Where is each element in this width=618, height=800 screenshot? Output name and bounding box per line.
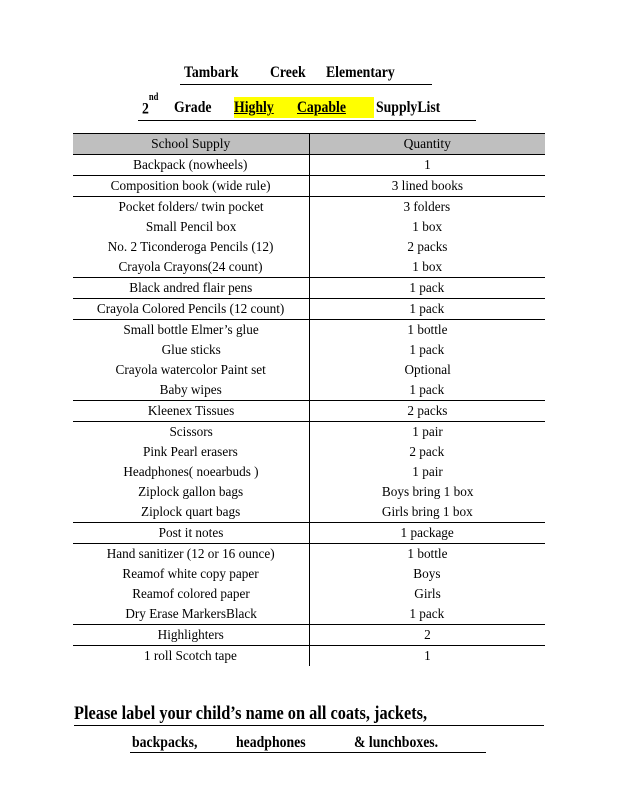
quantity-text: 2 packs bbox=[407, 239, 448, 254]
supply-item-text: Kleenex Tissues bbox=[147, 403, 234, 418]
supply-item-text: Scissors bbox=[169, 424, 213, 439]
school-title-word-1: Tambark bbox=[184, 64, 239, 81]
school-title-word-3: Elementary bbox=[326, 64, 395, 81]
quantity-cell bbox=[309, 482, 545, 502]
supply-item-text: Pink Pearl erasers bbox=[143, 444, 239, 459]
table-row bbox=[73, 625, 545, 646]
table-row bbox=[73, 564, 545, 584]
quantity-text: 1 box bbox=[412, 259, 443, 274]
supply-item-text: Crayola Crayons(24 count) bbox=[118, 259, 263, 274]
supply-item-text: Post it notes bbox=[158, 525, 224, 540]
quantity-cell bbox=[309, 523, 545, 544]
table-row bbox=[73, 320, 545, 341]
quantity-cell bbox=[309, 320, 545, 341]
quantity-cell bbox=[309, 176, 545, 197]
quantity-cell bbox=[309, 646, 545, 667]
supply-item-text: Headphones( noearbuds ) bbox=[123, 464, 259, 479]
quantity-cell bbox=[309, 257, 545, 278]
table-row bbox=[73, 360, 545, 380]
label-notice-word-backpacks: backpacks, bbox=[132, 734, 198, 751]
supply-item-text: Pocket folders/ twin pocket bbox=[118, 199, 264, 214]
table-row bbox=[73, 340, 545, 360]
table-row bbox=[73, 257, 545, 278]
table-header-row bbox=[73, 134, 545, 155]
quantity-text: 1 bottle bbox=[407, 322, 448, 337]
quantity-cell bbox=[309, 197, 545, 218]
quantity-cell bbox=[309, 442, 545, 462]
grade-word: Grade bbox=[174, 99, 212, 116]
quantity-text: 2 pack bbox=[409, 444, 445, 459]
supply-item-text: Crayola watercolor Paint set bbox=[115, 362, 266, 377]
label-notice-text-1: Please label your child’s name on all coats, jackets, bbox=[74, 703, 428, 724]
quantity-text: Optional bbox=[404, 362, 451, 377]
school-title bbox=[180, 62, 432, 85]
quantity-cell bbox=[309, 217, 545, 237]
table-row bbox=[73, 237, 545, 257]
supply-item-cell bbox=[73, 523, 309, 544]
quantity-text: 1 pack bbox=[409, 301, 445, 316]
table-row bbox=[73, 401, 545, 422]
supply-item-text: Small bottle Elmer’s glue bbox=[123, 322, 259, 337]
supply-item-cell bbox=[73, 604, 309, 625]
supply-item-cell bbox=[73, 625, 309, 646]
quantity-text: 1 pack bbox=[409, 280, 445, 295]
supply-list-subtitle bbox=[138, 92, 476, 121]
supply-item-cell bbox=[73, 176, 309, 197]
supply-item-cell bbox=[73, 155, 309, 176]
supply-item-cell bbox=[73, 564, 309, 584]
table-row bbox=[73, 523, 545, 544]
supply-item-text: Glue sticks bbox=[161, 342, 221, 357]
quantity-text: 1 package bbox=[400, 525, 454, 540]
table-row bbox=[73, 155, 545, 176]
supply-item-text: Ziplock gallon bags bbox=[138, 484, 244, 499]
quantity-cell bbox=[309, 502, 545, 523]
supply-item-text: Dry Erase MarkersBlack bbox=[124, 606, 257, 621]
quantity-text: Girls bring 1 box bbox=[381, 504, 473, 519]
supply-item-text: Highlighters bbox=[157, 627, 224, 642]
column-header-supply: School Supply bbox=[73, 134, 309, 155]
quantity-cell bbox=[309, 564, 545, 584]
supply-item-text: Hand sanitizer (12 or 16 ounce) bbox=[106, 546, 275, 561]
table-row bbox=[73, 584, 545, 604]
table-row bbox=[73, 278, 545, 299]
quantity-cell bbox=[309, 401, 545, 422]
supply-item-text: Reamof white copy paper bbox=[122, 566, 259, 581]
supply-item-cell bbox=[73, 197, 309, 218]
supply-item-cell bbox=[73, 320, 309, 341]
supply-item-text: Ziplock quart bags bbox=[141, 504, 241, 519]
quantity-text: 1 pack bbox=[409, 342, 445, 357]
supply-item-cell bbox=[73, 340, 309, 360]
supply-item-cell bbox=[73, 584, 309, 604]
label-notice-word-headphones: headphones bbox=[236, 734, 306, 751]
table-row bbox=[73, 442, 545, 462]
grade-suffix: nd bbox=[148, 92, 159, 103]
supply-item-text: Composition book (wide rule) bbox=[110, 178, 271, 193]
quantity-text: 1 bottle bbox=[407, 546, 448, 561]
quantity-text: 1 pair bbox=[411, 424, 443, 439]
table-row bbox=[73, 646, 545, 667]
highlight-word-1: Highly bbox=[234, 99, 274, 116]
table-row bbox=[73, 176, 545, 197]
column-header-quantity: Quantity bbox=[309, 134, 545, 155]
supply-item-cell bbox=[73, 360, 309, 380]
supply-item-text: Reamof colored paper bbox=[131, 586, 250, 601]
quantity-text: 3 folders bbox=[403, 199, 451, 214]
supply-item-cell bbox=[73, 462, 309, 482]
supply-item-cell bbox=[73, 257, 309, 278]
table-row bbox=[73, 197, 545, 218]
supply-item-text: 1 roll Scotch tape bbox=[144, 648, 238, 663]
supply-item-text: Crayola Colored Pencils (12 count) bbox=[97, 301, 285, 316]
quantity-cell bbox=[309, 360, 545, 380]
supply-item-cell bbox=[73, 422, 309, 443]
supply-item-text: No. 2 Ticonderoga Pencils (12) bbox=[107, 239, 274, 254]
table-body bbox=[73, 155, 545, 667]
quantity-cell bbox=[309, 278, 545, 299]
supply-item-cell bbox=[73, 502, 309, 523]
supply-item-cell bbox=[73, 237, 309, 257]
supply-item-text: Black andred flair pens bbox=[129, 280, 253, 295]
quantity-cell bbox=[309, 422, 545, 443]
supply-table bbox=[73, 133, 545, 666]
grade-label bbox=[142, 92, 159, 118]
quantity-cell bbox=[309, 237, 545, 257]
supply-item-text: Backpack (nowheels) bbox=[133, 157, 248, 172]
quantity-cell bbox=[309, 462, 545, 482]
supply-item-text: Small Pencil box bbox=[145, 219, 236, 234]
supply-item-cell bbox=[73, 217, 309, 237]
label-notice-word-lunchboxes: & lunchboxes. bbox=[354, 734, 439, 751]
supply-item-cell bbox=[73, 401, 309, 422]
quantity-text: Boys bbox=[413, 566, 441, 581]
quantity-cell bbox=[309, 340, 545, 360]
quantity-cell bbox=[309, 155, 545, 176]
quantity-cell bbox=[309, 625, 545, 646]
table-row bbox=[73, 299, 545, 320]
supply-item-cell bbox=[73, 299, 309, 320]
quantity-text: 2 bbox=[423, 627, 431, 642]
school-title-word-2: Creek bbox=[270, 64, 306, 81]
quantity-cell bbox=[309, 604, 545, 625]
quantity-cell bbox=[309, 380, 545, 401]
quantity-text: 3 lined books bbox=[391, 178, 463, 193]
table-row bbox=[73, 217, 545, 237]
table-row bbox=[73, 482, 545, 502]
supply-item-cell bbox=[73, 380, 309, 401]
quantity-text: 1 pack bbox=[409, 382, 445, 397]
quantity-text: Girls bbox=[414, 586, 441, 601]
quantity-cell bbox=[309, 584, 545, 604]
list-title: SupplyList bbox=[376, 99, 441, 116]
quantity-cell bbox=[309, 544, 545, 565]
label-notice-line-2 bbox=[130, 734, 486, 753]
highlight-word-2: Capable bbox=[297, 99, 346, 116]
table-row bbox=[73, 544, 545, 565]
quantity-text: 2 packs bbox=[407, 403, 448, 418]
quantity-text: Boys bring 1 box bbox=[381, 484, 474, 499]
quantity-text: 1 bbox=[423, 157, 431, 172]
quantity-text: 1 pair bbox=[411, 464, 443, 479]
table-row bbox=[73, 462, 545, 482]
quantity-text: 1 box bbox=[412, 219, 443, 234]
table-row bbox=[73, 604, 545, 625]
supply-item-cell bbox=[73, 278, 309, 299]
supply-item-cell bbox=[73, 442, 309, 462]
supply-item-cell bbox=[73, 482, 309, 502]
table-row bbox=[73, 380, 545, 401]
supply-item-cell bbox=[73, 544, 309, 565]
label-notice-line-1 bbox=[74, 703, 544, 726]
table-row bbox=[73, 422, 545, 443]
table-row bbox=[73, 502, 545, 523]
grade-number: 2 bbox=[142, 100, 149, 118]
quantity-cell bbox=[309, 299, 545, 320]
quantity-text: 1 bbox=[423, 648, 431, 663]
quantity-text: 1 pack bbox=[409, 606, 445, 621]
supply-item-text: Baby wipes bbox=[159, 382, 222, 397]
supply-item-cell bbox=[73, 646, 309, 667]
